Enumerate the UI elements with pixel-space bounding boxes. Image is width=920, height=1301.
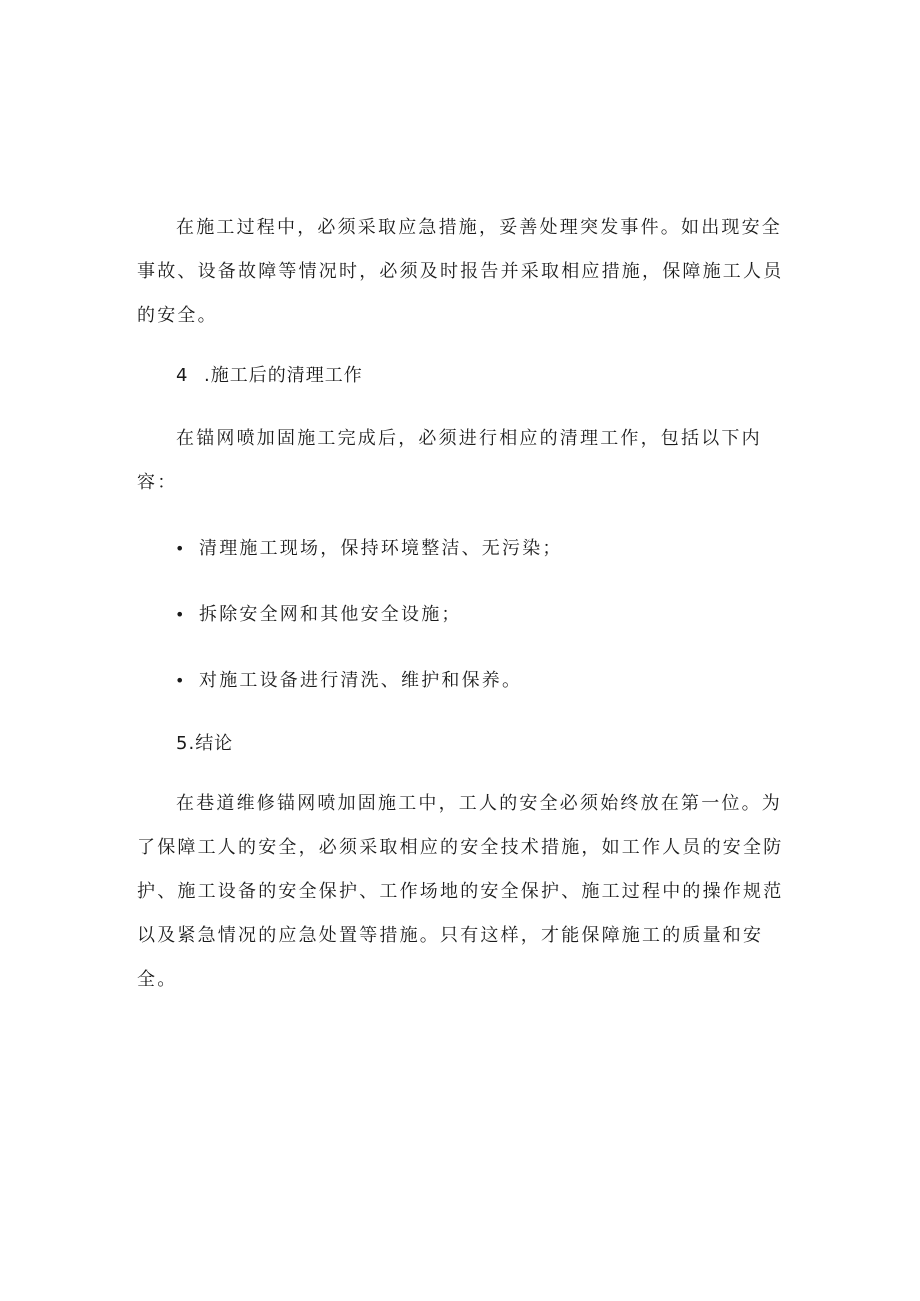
section-title: .施工后的清理工作 <box>204 365 363 386</box>
spacer <box>137 338 787 354</box>
section-number: 5. <box>176 733 196 754</box>
section-heading-5 <box>137 722 787 766</box>
spacer <box>137 766 787 782</box>
paragraph-cleanup-intro: 在锚网喷加固施工完成后，必须进行相应的清理工作，包括以下内容： <box>137 428 762 493</box>
paragraph-conclusion: 在巷道维修锚网喷加固施工中，工人的安全必须始终放在第一位。为了保障工人的安全，必须采取相应的安全技术措施，如工作人员的安全防护、施工设备的安全保护、工作场地的安全保护、施工过程中的操作规范以及紧急情况的应急处置等措施。只有这样，才能保障施工的质量和安全。 <box>137 793 784 990</box>
paragraph-emergency-measures: 在施工过程中，必须采取应急措施，妥善处理突发事件。如出现安全事故、设备故障等情况时，必须及时报告并采取相应措施，保障施工人员的安全。 <box>137 217 784 326</box>
section-title: 结论 <box>195 733 234 754</box>
list-item <box>137 659 787 703</box>
list-item-text: 清理施工现场，保持环境整洁、无污染； <box>199 538 563 559</box>
spacer <box>137 398 787 417</box>
document-body <box>137 206 787 1002</box>
list-item-text: 对施工设备进行清洗、维护和保养。 <box>199 670 523 691</box>
section-number: 4 <box>176 365 189 386</box>
bullet-icon: • <box>175 671 187 690</box>
spacer <box>137 703 787 722</box>
spacer <box>137 505 787 527</box>
bullet-icon: • <box>175 605 187 624</box>
section-heading-4 <box>137 354 787 398</box>
list-item <box>137 527 787 571</box>
list-item <box>137 593 787 637</box>
bullet-icon: • <box>175 539 187 558</box>
list-item-text: 拆除安全网和其他安全设施； <box>199 604 462 625</box>
cleanup-list <box>137 527 787 703</box>
